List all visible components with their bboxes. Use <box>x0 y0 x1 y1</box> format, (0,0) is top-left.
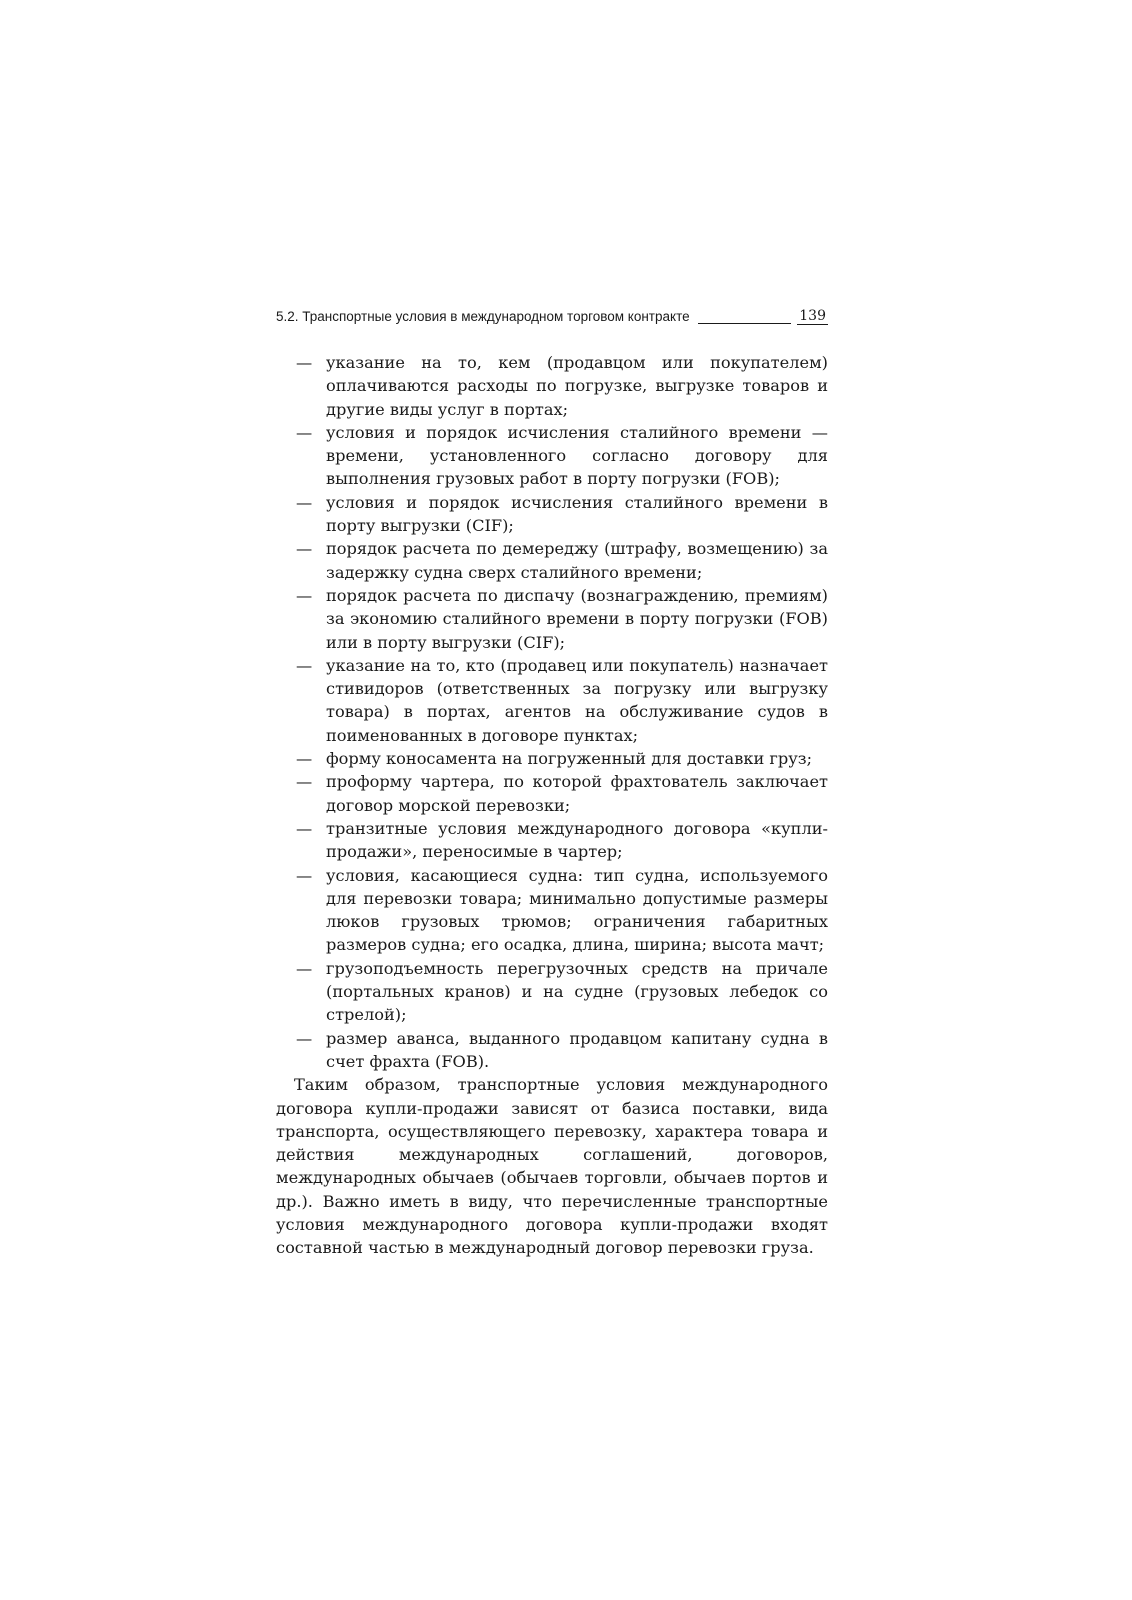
list-item: — грузоподъемность перегрузочных средств на причале (портальных кранов) и на судне (грузовых лебедок со стрелой); <box>326 957 828 1027</box>
header-rule <box>698 323 792 324</box>
list-item: — проформу чартера, по которой фрахтователь заключает договор морской перевозки; <box>326 770 828 817</box>
list-item: — транзитные условия международного договора «купли-продажи», переносимые в чартер; <box>326 817 828 864</box>
page-number: 139 <box>799 308 826 324</box>
list-item: — указание на то, кто (продавец или покупатель) назначает стивидоров (ответственных за погрузку или выгрузку товара) в портах, агентов на обслуживание судов в поименованных в договоре пунктах; <box>326 654 828 747</box>
list-item: — порядок расчета по демереджу (штрафу, возмещению) за задержку судна сверх сталийного времени; <box>326 537 828 584</box>
list-item: — порядок расчета по диспачу (вознаграждению, премиям) за экономию сталийного времени в порту погрузки (FOB) или в порту выгрузки (CIF); <box>326 584 828 654</box>
list-item: — условия и порядок исчисления сталийного времени в порту выгрузки (CIF); <box>326 491 828 538</box>
running-header <box>276 308 828 325</box>
running-title: 5.2. Транспортные условия в международном торговом контракте <box>276 309 690 324</box>
book-page <box>276 308 828 1260</box>
transport-conditions-list <box>276 351 828 1073</box>
conclusion-paragraph: Таким образом, транспортные условия международного договора купли-продажи зависят от базиса поставки, вида транспорта, осуществляющего перевозку, характера товара и действия международных соглашений, договоров, международных обычаев (обычаев торговли, обычаев портов и др.). Важно иметь в виду, что перечисленные транспортные условия международного договора купли-продажи входят составной частью в международный договор перевозки груза. <box>276 1075 828 1258</box>
list-item: — размер аванса, выданного продавцом капитану судна в счет фрахта (FOB). <box>326 1027 828 1074</box>
list-item: — условия и порядок исчисления сталийного времени — времени, установленного согласно договору для выполнения грузовых работ в порту погрузки (FOB); <box>326 421 828 491</box>
list-item: — указание на то, кем (продавцом или покупателем) оплачиваются расходы по погрузке, выгрузке товаров и другие виды услуг в портах; <box>326 351 828 421</box>
list-item: — форму коносамента на погруженный для доставки груз; <box>326 747 828 770</box>
list-item: — условия, касающиеся судна: тип судна, используемого для перевозки товара; минимально допустимые размеры люков грузовых трюмов; ограничения габаритных размеров судна; его осадка, длина, ширина; высота мачт; <box>326 864 828 957</box>
